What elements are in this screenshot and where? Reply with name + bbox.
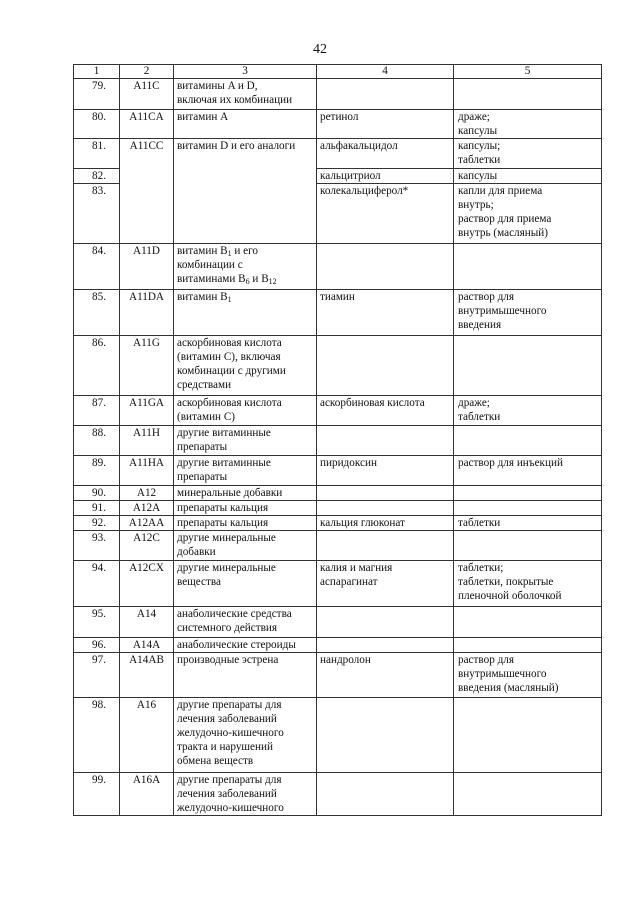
table-row: [74, 773, 602, 816]
drug-name: [317, 169, 454, 184]
dosage-form: [454, 110, 602, 139]
atc-code: A11HA: [120, 456, 174, 486]
rows.18.form-line: введения (масляный): [458, 682, 559, 694]
dosage-form: [454, 516, 602, 531]
rows.8.form-line: таблетки: [458, 411, 501, 423]
row-number: 89.: [74, 456, 120, 486]
row-number: 92.: [74, 516, 120, 531]
rows.20.group-line: другие препараты для: [177, 774, 282, 786]
dosage-form: [454, 184, 602, 244]
rows.20.group-line: лечения заболеваний: [177, 788, 277, 800]
rows.6.drug-line: тиамин: [320, 291, 355, 303]
rows.19.group-line: обмена веществ: [177, 755, 254, 767]
col-header-5: 5: [454, 65, 602, 79]
group-line: [177, 290, 313, 304]
table-row: [74, 79, 602, 110]
row-number: 83.: [74, 184, 120, 244]
drug-name: [317, 110, 454, 139]
rows.10.group-line: другие витаминные: [177, 457, 271, 469]
rows.9.group-line: препараты: [177, 441, 228, 453]
rows.15.drug-line: калия и магния: [320, 562, 393, 574]
table-row: [74, 531, 602, 561]
atc-code: A12AA: [120, 516, 174, 531]
drug-name: [317, 561, 454, 607]
rows.2.group-line: витамин D и его аналоги: [177, 140, 296, 152]
atc-code: A11G: [120, 336, 174, 396]
rows.0.group-line: включая их комбинации: [177, 94, 293, 106]
atc-code: A14: [120, 607, 174, 638]
col-header-4: 4: [317, 65, 454, 79]
drug-name: [317, 456, 454, 486]
rows.16.group-line: системного действия: [177, 622, 278, 634]
subscript: 6: [245, 277, 250, 286]
dosage-form: [454, 501, 602, 516]
rows.3.drug-line: кальцитриол: [320, 170, 381, 182]
drug-name: [317, 607, 454, 638]
atc-code: A16A: [120, 773, 174, 816]
rows.15.form-line: пленочной оболочкой: [458, 590, 562, 602]
atc-code: A14AB: [120, 653, 174, 698]
table-row: [74, 653, 602, 698]
rows.4.drug-line: колекальциферол*: [320, 185, 409, 197]
rows.6.form-line: введения: [458, 319, 502, 331]
rows.2.form-line: капсулы;: [458, 140, 501, 152]
rows.15.drug-line: аспарагинат: [320, 576, 378, 588]
drug-name: [317, 501, 454, 516]
rows.2.drug-line: альфакальцидол: [320, 140, 398, 152]
rows.4.form-line: капли для приема: [458, 185, 543, 197]
group-name: [174, 290, 317, 336]
rows.18.form-line: раствор для: [458, 654, 515, 666]
dosage-form: [454, 426, 602, 456]
group-name: [174, 773, 317, 816]
dosage-form: [454, 486, 602, 501]
rows.15.group-line: другие минеральные: [177, 562, 276, 574]
group-name: [174, 516, 317, 531]
col-header-3: 3: [174, 65, 317, 79]
rows.1.form-line: капсулы: [458, 125, 498, 137]
drug-name: [317, 516, 454, 531]
rows.1.group-line: витамин A: [177, 111, 229, 123]
row-number: 80.: [74, 110, 120, 139]
group-text: и его: [231, 245, 259, 257]
rows.1.drug-line: ретинол: [320, 111, 359, 123]
group-name: [174, 501, 317, 516]
group-name: [174, 110, 317, 139]
atc-code: A16: [120, 698, 174, 773]
rows.19.group-line: желудочно-кишечного: [177, 727, 284, 739]
atc-code: A11D: [120, 244, 174, 290]
rows.13.group-line: препараты кальция: [177, 517, 269, 529]
table-row: [74, 638, 602, 653]
rows.17.group-line: анаболические стероиды: [177, 639, 296, 651]
rows.3.form-line: капсулы: [458, 170, 498, 182]
rows.8.group-line: аскорбиновая кислота: [177, 397, 282, 409]
group-name: [174, 653, 317, 698]
rows.18.group-line: производные эстрена: [177, 654, 279, 666]
dosage-form: [454, 653, 602, 698]
atc-code: A12CX: [120, 561, 174, 607]
rows.16.group-line: анаболические средства: [177, 608, 292, 620]
rows.11.group-line: минеральные добавки: [177, 487, 283, 499]
dosage-form: [454, 290, 602, 336]
drug-name: [317, 336, 454, 396]
drug-name: [317, 426, 454, 456]
rows.12.group-line: препараты кальция: [177, 502, 269, 514]
atc-code: A14A: [120, 638, 174, 653]
rows.20.group-line: желудочно-кишечного: [177, 802, 284, 814]
group-name: [174, 607, 317, 638]
group-name: [174, 561, 317, 607]
drug-name: [317, 290, 454, 336]
header-row: [74, 65, 602, 79]
row-number: 97.: [74, 653, 120, 698]
rows.1.form-line: драже;: [458, 111, 490, 123]
group-name: [174, 396, 317, 426]
rows.19.group-line: тракта и нарушений: [177, 741, 273, 753]
rows.8.group-line: (витамин С): [177, 411, 236, 423]
dosage-form: [454, 139, 602, 169]
group-text: и B: [249, 273, 269, 285]
rows.10.group-line: препараты: [177, 471, 228, 483]
row-number: 88.: [74, 426, 120, 456]
group-name: [174, 244, 317, 290]
row-number: 81.: [74, 139, 120, 169]
row-number: 99.: [74, 773, 120, 816]
dosage-form: [454, 79, 602, 110]
group-name: [174, 698, 317, 773]
row-number: 82.: [74, 169, 120, 184]
rows.14.group-line: добавки: [177, 546, 216, 558]
group-line: [177, 244, 313, 258]
table-row: [74, 336, 602, 396]
rows.7.group-line: комбинации с другими: [177, 365, 286, 377]
rows.18.form-line: внутримышечного: [458, 668, 547, 680]
row-number: 87.: [74, 396, 120, 426]
table-row: [74, 486, 602, 501]
rows.6.form-line: раствор для: [458, 291, 515, 303]
table-row: [74, 698, 602, 773]
atc-code: A12: [120, 486, 174, 501]
subscript: 12: [268, 277, 277, 286]
group-name: [174, 336, 317, 396]
row-number: 96.: [74, 638, 120, 653]
rows.15.form-line: таблетки, покрытые: [458, 576, 554, 588]
rows.7.group-line: аскорбиновая кислота: [177, 337, 282, 349]
rows.4.form-line: внутрь;: [458, 199, 494, 211]
row-number: 84.: [74, 244, 120, 290]
subscript: 1: [227, 249, 232, 258]
rows.7.group-line: (витамин С), включая: [177, 351, 281, 363]
table-row: [74, 396, 602, 426]
dosage-form: [454, 773, 602, 816]
table-row: [74, 561, 602, 607]
rows.13.drug-line: кальция глюконат: [320, 517, 405, 529]
dosage-form: [454, 169, 602, 184]
rows.19.group-line: лечения заболеваний: [177, 713, 277, 725]
drug-name: [317, 79, 454, 110]
table-row: [74, 607, 602, 638]
row-number: 79.: [74, 79, 120, 110]
atc-code: A11C: [120, 79, 174, 110]
group-name: [174, 139, 317, 244]
row-number: 90.: [74, 486, 120, 501]
rows.10.drug-line: пиридоксин: [320, 457, 377, 469]
group-text: витаминами B: [177, 273, 246, 285]
table-row: [74, 516, 602, 531]
dosage-form: [454, 244, 602, 290]
rows.8.drug-line: аскорбиновая кислота: [320, 397, 425, 409]
row-number: 95.: [74, 607, 120, 638]
table-row: [74, 139, 602, 169]
rows.2.form-line: таблетки: [458, 154, 501, 166]
rows.7.group-line: средствами: [177, 379, 232, 391]
drug-name: [317, 698, 454, 773]
atc-code: A11GA: [120, 396, 174, 426]
subscript: 1: [227, 295, 232, 304]
dosage-form: [454, 607, 602, 638]
dosage-form: [454, 336, 602, 396]
group-name: [174, 638, 317, 653]
dosage-form: [454, 638, 602, 653]
rows.9.group-line: другие витаминные: [177, 427, 271, 439]
rows.8.form-line: драже;: [458, 397, 490, 409]
group-name: [174, 486, 317, 501]
row-number: 86.: [74, 336, 120, 396]
group-name: [174, 426, 317, 456]
table-row: [74, 110, 602, 139]
drug-name: [317, 244, 454, 290]
group-line: [177, 272, 313, 286]
dosage-form: [454, 456, 602, 486]
drug-name: [317, 486, 454, 501]
drug-name: [317, 638, 454, 653]
rows.10.form-line: раствор для инъекций: [458, 457, 563, 469]
drug-name: [317, 396, 454, 426]
rows.13.form-line: таблетки: [458, 517, 501, 529]
drug-table: [73, 64, 602, 816]
rows.15.form-line: таблетки;: [458, 562, 504, 574]
dosage-form: [454, 396, 602, 426]
drug-name: [317, 139, 454, 169]
table-row: [74, 456, 602, 486]
atc-code: A11CC: [120, 139, 174, 244]
table-row: [74, 426, 602, 456]
row-number: 93.: [74, 531, 120, 561]
rows.15.group-line: вещества: [177, 576, 221, 588]
group-name: [174, 456, 317, 486]
table-row: [74, 244, 602, 290]
rows.14.group-line: другие минеральные: [177, 532, 276, 544]
dosage-form: [454, 531, 602, 561]
row-number: 91.: [74, 501, 120, 516]
col-header-2: 2: [120, 65, 174, 79]
drug-name: [317, 653, 454, 698]
col-header-1: 1: [74, 65, 120, 79]
rows.19.group-line: другие препараты для: [177, 699, 282, 711]
row-number: 85.: [74, 290, 120, 336]
table-row: [74, 501, 602, 516]
rows.4.form-line: раствор для приема: [458, 213, 552, 225]
atc-code: A12C: [120, 531, 174, 561]
drug-name: [317, 184, 454, 244]
dosage-form: [454, 561, 602, 607]
page-number: 42: [313, 42, 327, 57]
group-text: витамин B: [177, 291, 228, 303]
rows.4.form-line: внутрь (масляный): [458, 227, 548, 239]
drug-name: [317, 773, 454, 816]
group-name: [174, 79, 317, 110]
table-row: [74, 290, 602, 336]
atc-code: A11DA: [120, 290, 174, 336]
rows.18.drug-line: нандролон: [320, 654, 371, 666]
atc-code: A12A: [120, 501, 174, 516]
rows.6.form-line: внутримышечного: [458, 305, 547, 317]
rows.0.group-line: витамины A и D,: [177, 80, 258, 92]
drug-name: [317, 531, 454, 561]
group-line: комбинации с: [177, 259, 243, 271]
group-text: витамин B: [177, 245, 228, 257]
row-number: 94.: [74, 561, 120, 607]
dosage-form: [454, 698, 602, 773]
row-number: 98.: [74, 698, 120, 773]
atc-code: A11CA: [120, 110, 174, 139]
atc-code: A11H: [120, 426, 174, 456]
group-name: [174, 531, 317, 561]
